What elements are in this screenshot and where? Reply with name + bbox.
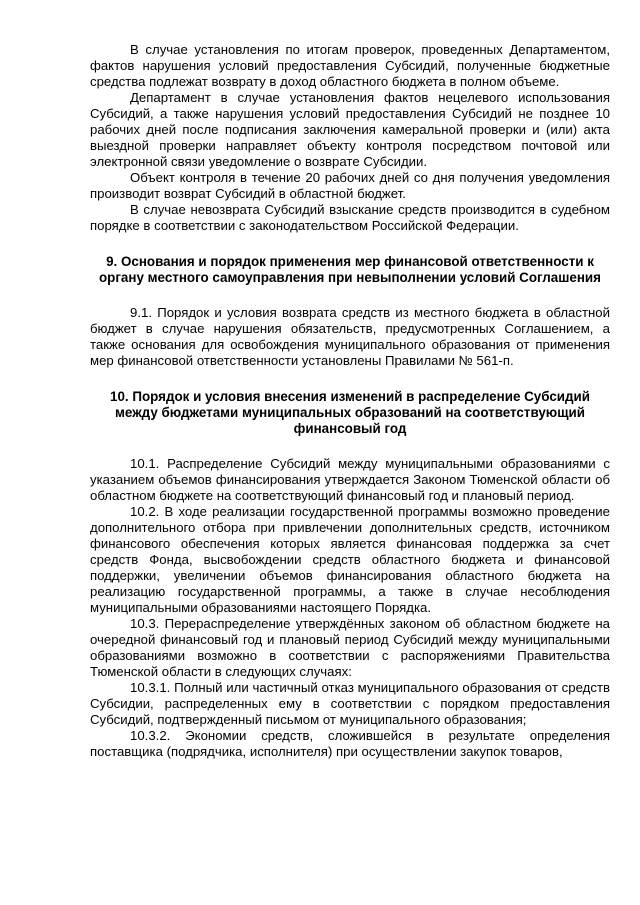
paragraph-refund-term: Объект контроля в течение 20 рабочих дней со дня получения уведомления производит возврат Субсидий в областной бюджет. (90, 170, 610, 201)
spacer (90, 437, 610, 456)
spacer (90, 234, 610, 254)
section-9-heading: 9. Основания и порядок применения мер финансовой ответственности к органу местного самоуправления при невыполнении условий Соглашения (99, 254, 601, 285)
paragraph-9-1: 9.1. Порядок и условия возврата средств из местного бюджета в областной бюджет в случае нарушения обязательств, предусмотренных Соглашением, а также основания для освобождения муниципального образования от применения мер финансовой ответственности установлены Правилами № 561-п. (90, 305, 610, 368)
paragraph-court-recovery: В случае невозврата Субсидий взыскание средств производится в судебном порядке в соответствии с законодательством Российской Федерации. (90, 202, 610, 233)
spacer (90, 286, 610, 305)
paragraph-10-3: 10.3. Перераспределение утверждённых законом об областном бюджете на очередной финансовый год и плановый период Субсидий между муниципальными образованиями возможно в соответствии с распоряжениями Правительства Тюменской области в следующих случаях: (90, 616, 610, 679)
spacer (90, 369, 610, 389)
section-10-heading: 10. Порядок и условия внесения изменений в распределение Субсидий между бюджетами муниципальных образований на соответствующий финансовый год (110, 389, 590, 436)
paragraph-10-2: 10.2. В ходе реализации государственной программы возможно проведение дополнительного отбора при привлечении дополнительных средств, источником финансового обеспечения которых является финансовая поддержка за счет средств Фонда, высвобождении средств областного бюджета и финансовой поддержки, увеличении объемов финансирования областного бюджета на реализацию государственной программы, а также в случае несоблюдения муниципальными образованиями настоящего Порядка. (90, 504, 610, 615)
paragraph-refund-on-violation: В случае установления по итогам проверок, проведенных Департаментом, фактов нарушения условий предоставления Субсидий, полученные бюджетные средства подлежат возврату в доход областного бюджета в полном объеме. (90, 42, 610, 89)
paragraph-10-3-1: 10.3.1. Полный или частичный отказ муниципального образования от средств Субсидии, распределенных ему в соответствии с порядком предоставления Субсидий, подтвержденный письмом от муниципального образования; (90, 680, 610, 727)
paragraph-10-1: 10.1. Распределение Субсидий между муниципальными образованиями с указанием объемов финансирования утверждается Законом Тюменской области об областном бюджете на соответствующий финансовый год и плановый период. (90, 456, 610, 503)
paragraph-refund-notice: Департамент в случае установления фактов нецелевого использования Субсидий, а также нарушения условий предоставления Субсидий не позднее 10 рабочих дней после подписания заключения камеральной проверки и (или) акта выездной проверки направляет объекту контроля посредством почтовой или электронной связи уведомление о возврате Субсидии. (90, 90, 610, 169)
document-page (90, 42, 610, 760)
paragraph-10-3-2: 10.3.2. Экономии средств, сложившейся в результате определения поставщика (подрядчика, исполнителя) при осуществлении закупок товаров, (90, 728, 610, 759)
